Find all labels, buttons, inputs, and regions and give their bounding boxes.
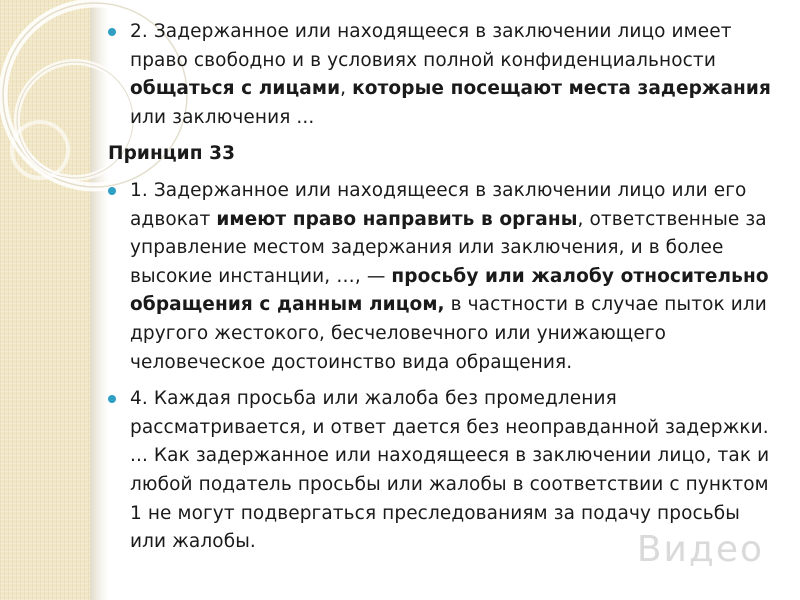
section-heading: Принцип 33 bbox=[108, 143, 236, 165]
emphasis-text: которые посещают места задержания bbox=[352, 78, 771, 100]
paragraph-text: или заключения ... bbox=[130, 106, 315, 128]
bullet-icon bbox=[108, 395, 116, 403]
watermark: Видео bbox=[636, 529, 764, 570]
emphasis-text: просьбу или жалобу относительно обращения с данным лицом, bbox=[130, 265, 769, 316]
slide-content bbox=[108, 18, 780, 565]
list-item bbox=[108, 177, 780, 377]
bullet-icon bbox=[108, 187, 116, 195]
bullet-icon bbox=[108, 28, 116, 36]
emphasis-text: общаться с лицами bbox=[130, 78, 341, 100]
paragraph-text: 2. Задержанное или находящееся в заключении лицо имеет право свободно и в условиях полной конфиденциальности bbox=[130, 21, 732, 71]
paragraph-text: , ответственные за управление местом задержания или заключения, и в более высокие инстанции, …, — bbox=[130, 208, 767, 287]
paragraph-text: 1. Задержанное или находящееся в заключении лицо или его адвокат bbox=[130, 179, 747, 230]
list-item bbox=[108, 18, 780, 132]
paragraph-text: , bbox=[340, 78, 353, 100]
decorative-side-panel bbox=[0, 0, 90, 600]
paragraph-text: в частности в случае пыток или другого жестокого, бесчеловечного или унижающего человеческое достоинство вида обращения. bbox=[130, 294, 767, 373]
paragraph-text: 4. Каждая просьба или жалоба без промедления рассматривается, и ответ дается без неоправданной задержки. ... Как задержанное или находящееся в заключении лицо, так и любой податель просьбы или жалобы в соответствии с пунктом 1 не могут подвергаться преследованиям за подачу просьбы или жалобы. bbox=[130, 388, 770, 553]
decorative-panel-edge bbox=[90, 0, 108, 600]
emphasis-text: имеют право направить в органы bbox=[216, 208, 578, 230]
